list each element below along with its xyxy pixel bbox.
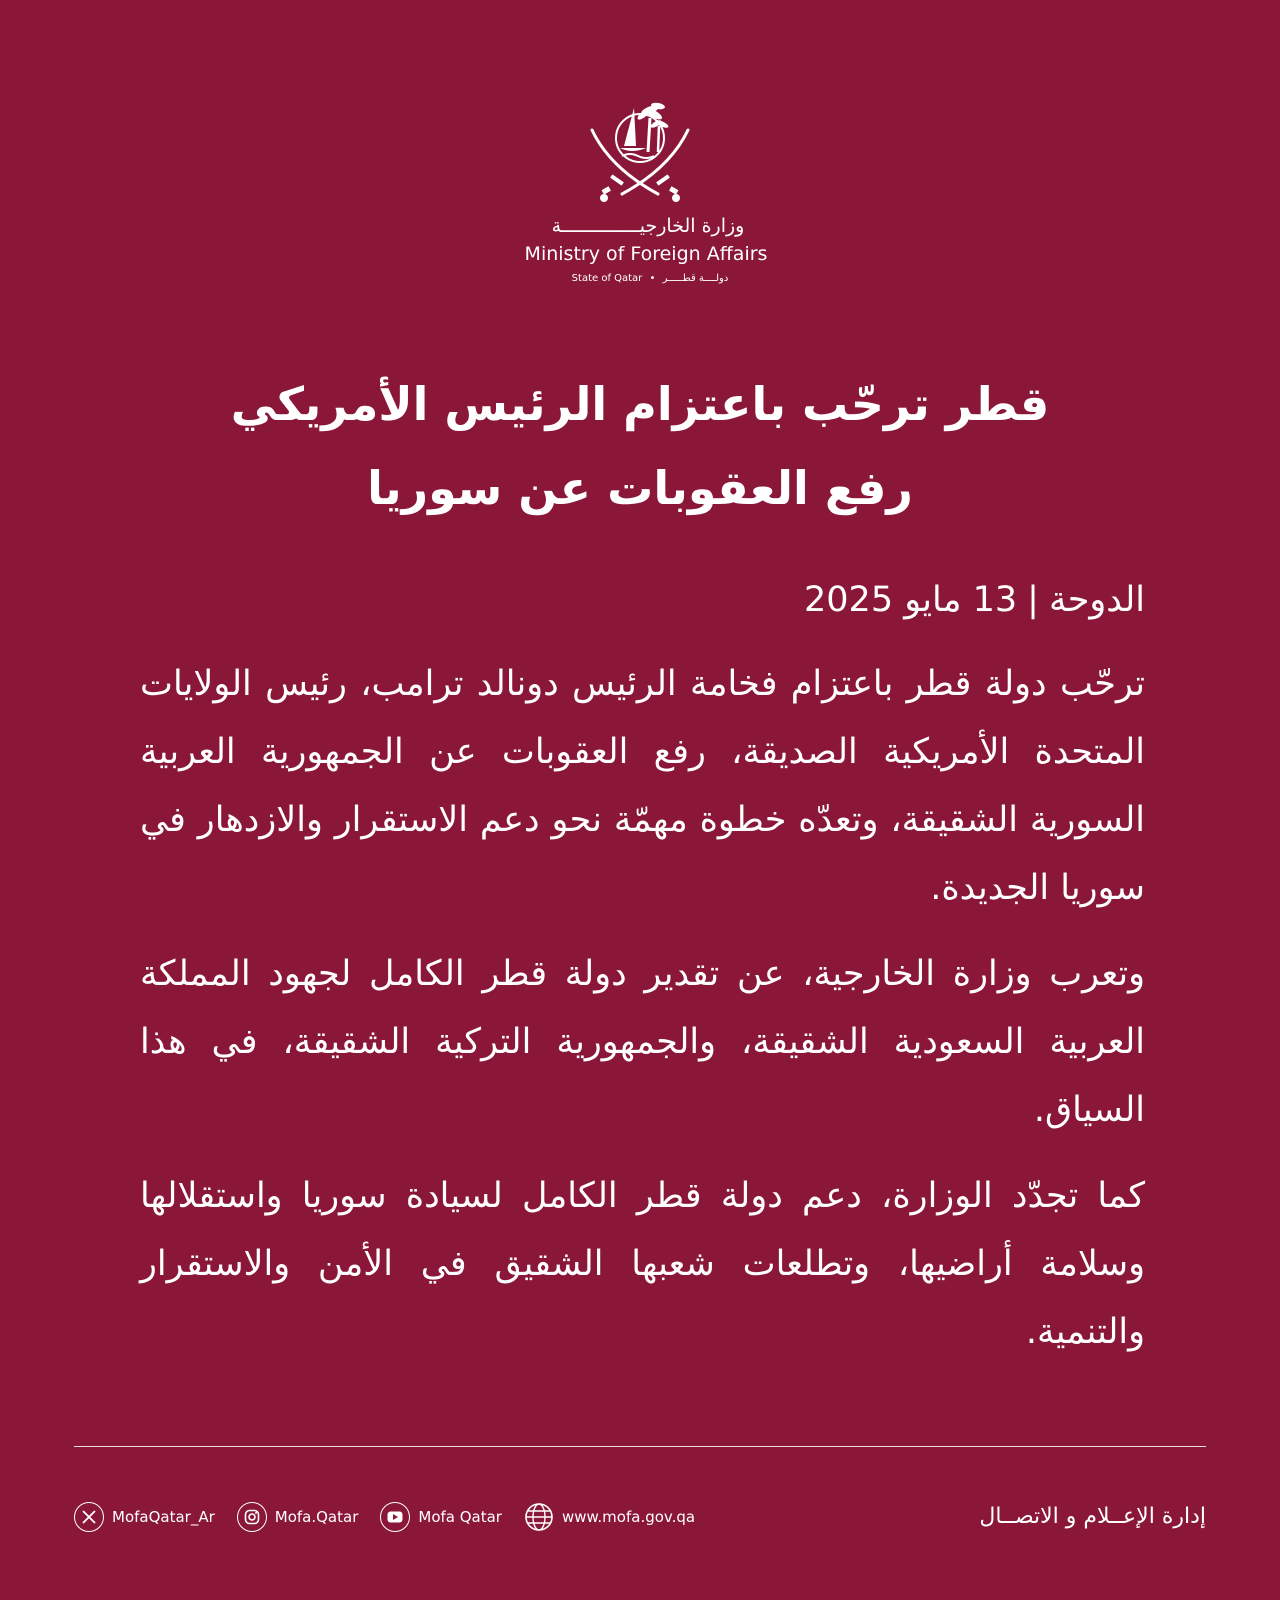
page-title	[140, 362, 1140, 530]
social-link-x[interactable]	[74, 1502, 215, 1532]
dateline-separator: |	[1027, 580, 1039, 620]
social-label-website: www.mofa.gov.qa	[561, 1508, 696, 1526]
footer-divider	[74, 1446, 1206, 1447]
ministry-header	[0, 96, 1280, 286]
x-icon	[74, 1502, 104, 1532]
paragraph-1: ترحّب دولة قطر باعتزام فخامة الرئيس دونالد ترامب، رئيس الولايات المتحدة الأمريكية الصديقة، رفع العقوبات عن الجمهورية العربية السورية الشقيقة، وتعدّه خطوة مهمّة نحو دعم الاستقرار والازدهار في سوريا الجديدة.	[140, 664, 1145, 908]
social-label-youtube: Mofa Qatar	[418, 1508, 502, 1526]
dateline	[140, 566, 1145, 634]
dateline-city: الدوحة	[1048, 580, 1145, 620]
state-separator: •	[649, 273, 656, 284]
social-link-instagram[interactable]	[237, 1502, 359, 1532]
title-line-2: رفع العقوبات عن سوريا	[367, 461, 913, 515]
instagram-icon	[237, 1502, 267, 1532]
state-name-ar: دولــــة قطـــــر	[662, 273, 729, 284]
state-line	[10, 272, 1280, 286]
title-line-1: قطر ترحّب باعتزام الرئيس الأمريكي	[230, 377, 1050, 431]
department-name: إدارة الإعــلام و الاتصــال	[979, 1504, 1206, 1529]
footer	[74, 1497, 1206, 1537]
social-label-x: MofaQatar_Ar	[112, 1508, 215, 1526]
paragraph-3: كما تجدّد الوزارة، دعم دولة قطر الكامل لسيادة سوريا واستقلالها وسلامة أراضيها، وتطلعات شعبها الشقيق في الأمن والاستقرار والتنمية.	[140, 1176, 1145, 1352]
ministry-name-ar: وزارة الخارجيــــــــــــــة	[551, 215, 745, 237]
qatar-emblem-icon	[584, 96, 696, 206]
youtube-icon	[380, 1502, 410, 1532]
paragraph-2: وتعرب وزارة الخارجية، عن تقدير دولة قطر الكامل لجهود المملكة العربية السعودية الشقيقة، والجمهورية التركية الشقيقة، في هذا السياق.	[140, 954, 1145, 1130]
social-label-instagram: Mofa.Qatar	[274, 1508, 359, 1526]
state-name-en: State of Qatar	[571, 273, 643, 284]
social-link-website[interactable]	[524, 1502, 695, 1532]
ministry-name-en: Ministry of Foreign Affairs	[524, 243, 768, 265]
social-link-youtube[interactable]	[380, 1502, 502, 1532]
globe-icon	[524, 1502, 554, 1532]
statement-body	[140, 566, 1145, 1384]
dateline-date: 13 مايو 2025	[804, 580, 1018, 620]
social-links	[74, 1497, 717, 1537]
